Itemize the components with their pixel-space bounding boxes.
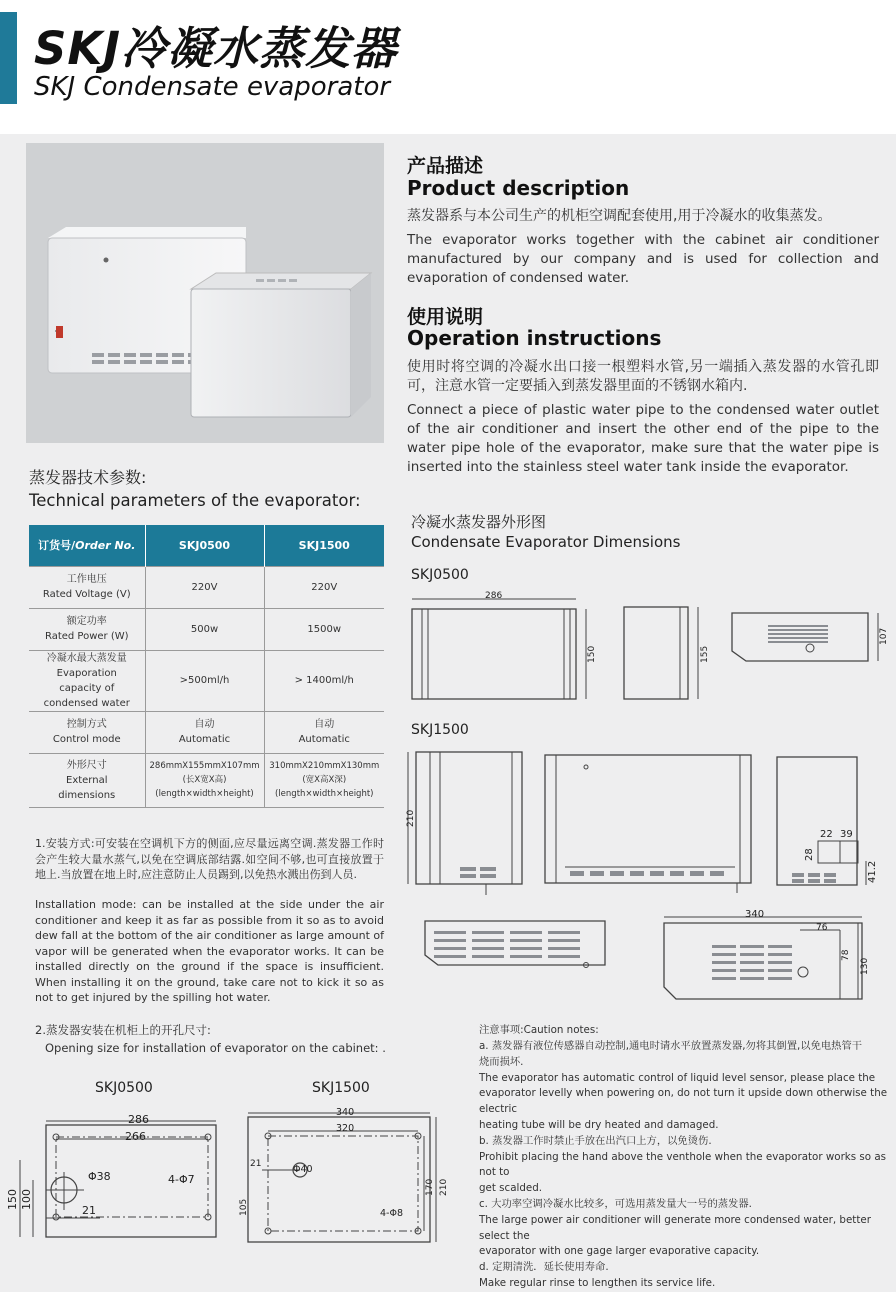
tech-heading-en: Technical parameters of the evaporator:	[29, 491, 361, 510]
product-photo	[26, 143, 384, 443]
page-title-cn: SKJ冷凝水蒸发器	[34, 22, 398, 75]
dim-label: 340	[336, 1107, 355, 1118]
row-label-en: Rated Voltage (V)	[42, 589, 131, 600]
opening-label-skj1500: SKJ1500	[312, 1080, 370, 1096]
dim-label: 340	[745, 909, 765, 920]
cell-value: Automatic	[298, 734, 350, 745]
spec-table	[29, 525, 384, 808]
row-label-en: Rated Power (W)	[44, 631, 129, 642]
dim-label: 21	[250, 1159, 262, 1169]
note-line: The evaporator has automatic control of liquid level sensor, please place the	[479, 1071, 876, 1084]
note-line: a. 蒸发器有液位传感器自动控制,通电时请水平放置蒸发器,勿将其倒置,以免电热管干	[479, 1040, 863, 1052]
opening-label-skj0500: SKJ0500	[95, 1080, 153, 1096]
note-line: Prohibit placing the hand above the venthole when the evaporator works so as not to	[479, 1150, 887, 1179]
note-line: evaporator levelly when powering on, do not turn it upside down otherwise the electric	[479, 1087, 888, 1116]
dim-label: 150	[6, 1189, 19, 1210]
cell-value: (长X宽X高)	[182, 775, 227, 785]
product-text-cn: 蒸发器系与本公司生产的机柜空调配套使用,用于冷凝水的收集蒸发。	[407, 208, 832, 224]
note-line: Make regular rinse to lengthen its service life.	[479, 1276, 716, 1289]
page-header	[0, 0, 896, 134]
notes-list	[479, 1039, 889, 1292]
operation-text-cn: 使用时将空调的冷凝水出口接一根塑料水管,另一端插入蒸发器的水管孔即可，注意水管一定要插入到蒸发器里面的不锈钢水箱内.	[407, 359, 879, 394]
cell-value: 286mmX155mmX107mm	[149, 761, 260, 771]
dim-label: 28	[804, 848, 815, 861]
row-label-en: Evaporation capacity of condensed water	[43, 667, 130, 709]
dim-label: 78	[841, 949, 851, 961]
note-line: get scalded.	[479, 1182, 543, 1195]
dim-label: 4-Φ8	[380, 1208, 403, 1219]
cell-value: 310mmX210mmX130mm	[269, 761, 380, 771]
dim-label: 4-Φ7	[168, 1173, 195, 1186]
row-label-en: Control mode	[52, 734, 121, 745]
notes-title: 注意事项:Caution notes:	[479, 1024, 599, 1036]
dim-label: 286	[485, 591, 503, 601]
model-header-1: SKJ0500	[145, 525, 264, 566]
dims-heading-cn: 冷凝水蒸发器外形图	[411, 513, 547, 531]
accent-bar	[0, 12, 17, 104]
row-label-en: External dimensions	[58, 774, 116, 801]
opening-text-cn: 2.蒸发器安装在机柜上的开孔尺寸:	[35, 1023, 211, 1037]
dim-label: 100	[20, 1189, 33, 1210]
operation-heading-cn: 使用说明	[407, 306, 484, 328]
model-label-skj1500: SKJ1500	[411, 722, 469, 738]
note-line: b. 蒸发器工作时禁止手放在出汽口上方，以免烫伤.	[479, 1134, 712, 1147]
product-heading-en: Product description	[407, 176, 630, 200]
note-line: c. 大功率空调冷凝水比较多，可选用蒸发量大一号的蒸发器.	[479, 1197, 752, 1210]
table-row	[29, 608, 384, 650]
dim-label: 105	[239, 1198, 249, 1216]
product-text-en: The evaporator works together with the cabinet air conditioner manufactured by our company and is used for collection and evaporation of condensed water.	[407, 232, 879, 286]
cell-value: 自动	[314, 719, 335, 730]
cell-value: > 1400ml/h	[264, 650, 384, 711]
dim-label: Φ40	[293, 1164, 313, 1175]
note-line: The large power air conditioner will generate more condensed water, better select the	[479, 1213, 871, 1242]
install-text-cn: 1.安装方式:可安装在空调机下方的侧面,应尽量远离空调.蒸发器工作时会产生较大量水蒸气,以免在空调底部结露.如空间不够,也可直接放置于地上.当放置在地上时,应注意防止人员踢到,以免热水溅出伤到人员.	[35, 837, 384, 881]
dimension-drawings	[400, 585, 896, 1005]
tech-heading-cn: 蒸发器技术参数:	[29, 468, 147, 487]
dim-label: 266	[125, 1130, 146, 1143]
cell-value: 220V	[264, 566, 384, 608]
table-row	[29, 566, 384, 608]
table-row	[29, 753, 384, 807]
dim-label: Φ38	[88, 1170, 111, 1183]
dim-label: 170	[425, 1178, 435, 1196]
dim-label: 41.2	[867, 860, 878, 883]
row-label-cn: 冷凝水最大蒸发量	[46, 652, 127, 664]
dims-heading-en: Condensate Evaporator Dimensions	[411, 533, 681, 551]
cell-value: (length×width×height)	[275, 789, 374, 799]
cell-value: (length×width×height)	[155, 789, 254, 799]
cell-value: 220V	[145, 566, 264, 608]
model-header-2: SKJ1500	[264, 525, 384, 566]
operation-heading-en: Operation instructions	[407, 326, 662, 350]
dim-label: 150	[587, 645, 597, 663]
cell-value: 自动	[194, 719, 215, 730]
dim-label: 286	[128, 1113, 149, 1126]
cell-value: Automatic	[178, 734, 231, 745]
table-row	[29, 711, 384, 753]
table-row	[29, 650, 384, 711]
dim-label: 22	[820, 829, 833, 840]
row-label-cn: 工作电压	[66, 574, 107, 585]
cell-value: 1500w	[264, 608, 384, 650]
row-label-cn: 额定功率	[66, 616, 107, 627]
opening-drawings	[0, 1100, 450, 1252]
dim-label: 155	[700, 645, 710, 663]
page-title-en: SKJ Condensate evaporator	[34, 72, 391, 102]
row-label-cn: 外形尺寸	[66, 759, 107, 771]
dim-label: 76	[816, 923, 828, 933]
note-line: 烧而损坏.	[479, 1055, 524, 1068]
dim-label: 210	[406, 809, 416, 827]
product-heading-cn: 产品描述	[407, 155, 484, 177]
note-line: evaporator with one gage larger evaporative capacity.	[479, 1245, 760, 1258]
dim-label: 210	[439, 1178, 449, 1196]
dim-label: 21	[82, 1204, 96, 1217]
dim-label: 320	[336, 1123, 355, 1134]
install-text-en: Installation mode: can be installed at the side under the air conditioner and keep it as far as possible from it so as to avoid dew fall at the bottom of the air conditioner as large amount of vapor will be generated when the evaporator works. It can be installed directly on the ground if the space is insufficient. When installing it on the ground, take care not to kick it so as not to get injured by the spilling hot water.	[35, 898, 384, 1004]
dim-label: 107	[879, 627, 889, 645]
note-line: d. 定期清洗．延长使用寿命.	[479, 1261, 609, 1274]
operation-text-en: Connect a piece of plastic water pipe to the condensed water outlet of the air conditioner and insert the other end of the pipe to the water pipe hole of the evaporator, make sure that the water pipe is inserted into the stainless steel water tank inside the evaporator.	[407, 402, 879, 475]
model-label-skj0500: SKJ0500	[411, 567, 469, 583]
dim-label: 130	[860, 957, 870, 975]
cell-value: (宽X高X深)	[302, 775, 347, 785]
note-line: heating tube will be dry heated and damaged.	[479, 1118, 719, 1131]
order-header: 订货号/Order No.	[29, 525, 145, 566]
cell-value: >500ml/h	[145, 650, 264, 711]
dim-label: 39	[840, 829, 853, 840]
opening-text-en: Opening size for installation of evaporator on the cabinet: .	[45, 1041, 386, 1055]
cell-value: 500w	[145, 608, 264, 650]
row-label-cn: 控制方式	[66, 719, 107, 730]
